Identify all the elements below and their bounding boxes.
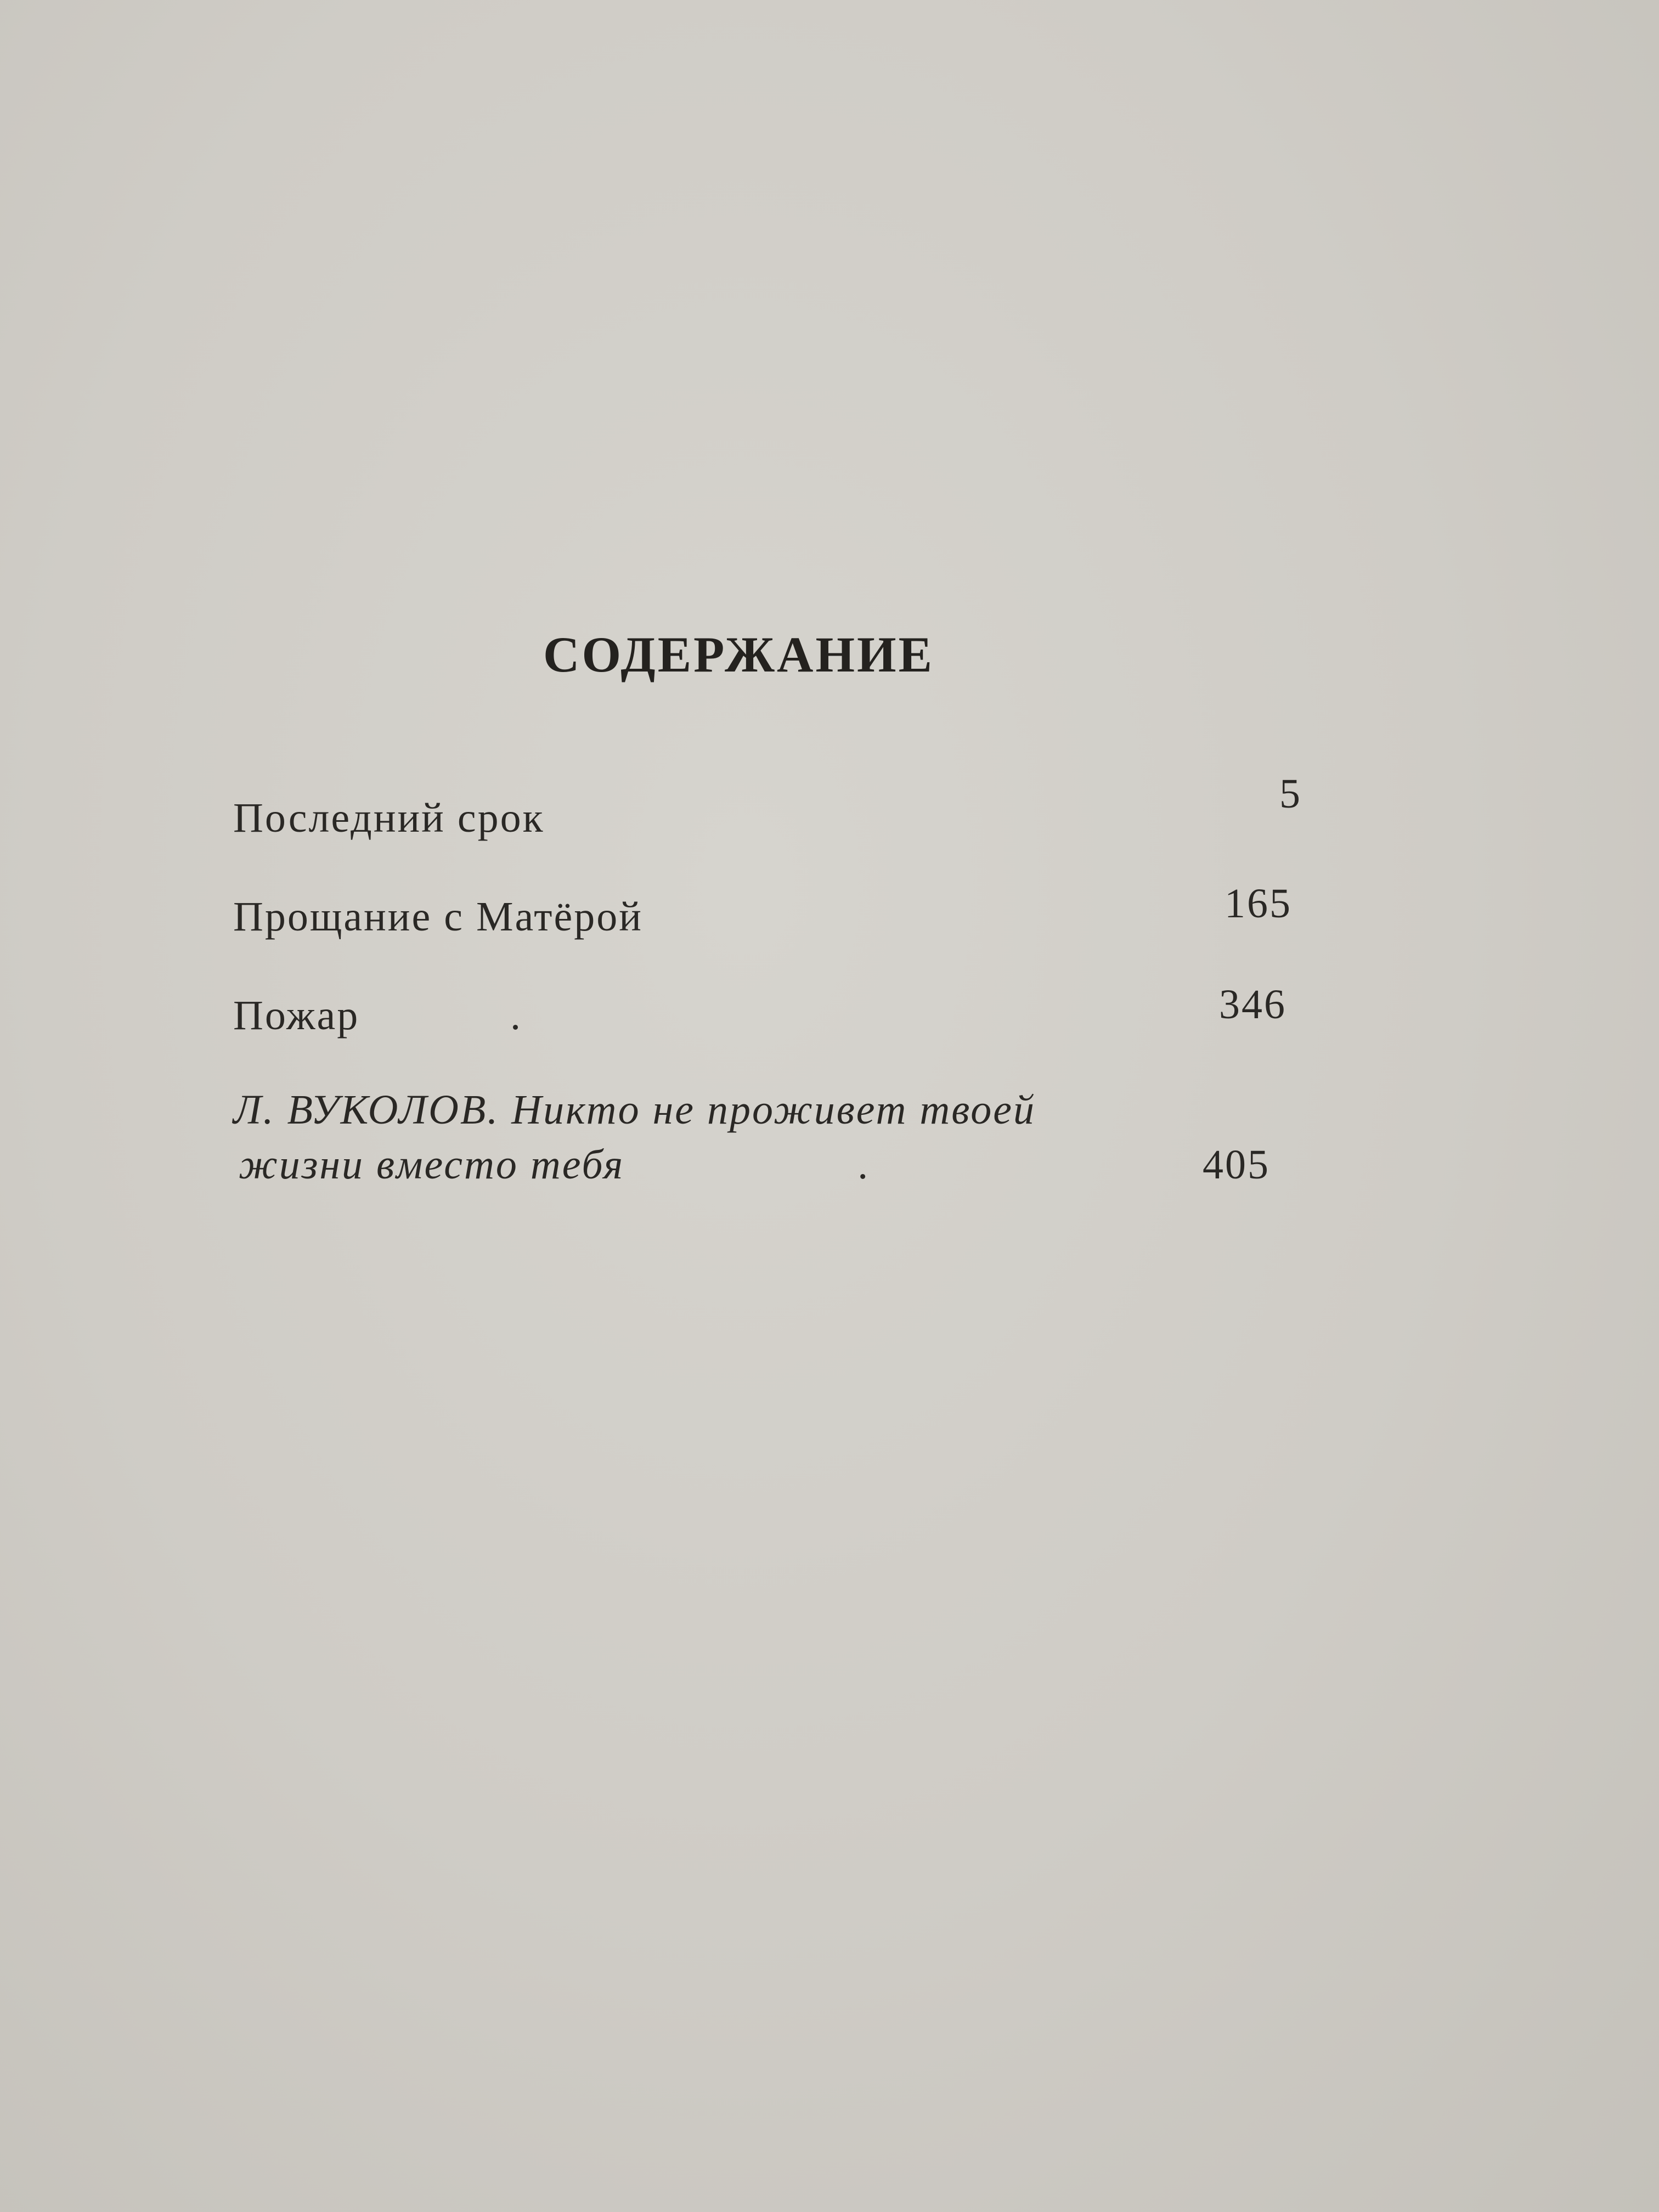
toc-entry-title-line1: Л. ВУКОЛОВ. Никто не проживет твоей <box>233 1087 1036 1133</box>
toc-entry-page: 5 <box>1279 771 1302 817</box>
toc-entry-page: 405 <box>1203 1142 1270 1188</box>
toc-entry-leader: . <box>510 992 522 1039</box>
toc-entry-title: Прощание с Матёрой <box>233 894 643 940</box>
toc-entry-page: 165 <box>1224 881 1292 927</box>
toc-entry-title: Пожар <box>233 992 360 1039</box>
page-title: СОДЕРЖАНИЕ <box>543 627 934 682</box>
toc-entry-page: 346 <box>1219 981 1286 1028</box>
toc-entry-title: Последний срок <box>233 795 545 841</box>
toc-entry-leader: . <box>859 1142 871 1188</box>
toc-entry-title-line2: жизни вместо тебя <box>239 1142 625 1188</box>
